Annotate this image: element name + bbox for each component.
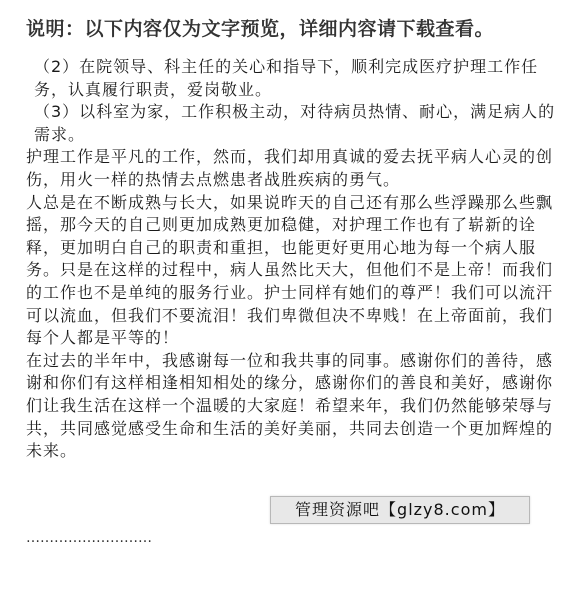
paragraph-growth: 人总是在不断成熟与长大，如果说昨天的自己还有那么些浮躁那么些飘摇，那今天的自己则更加成熟更加稳健，对护理工作也有了崭新的诠释，更加明白自己的职责和重担，也能更好更用心地为每一个病人服务。只是在这样的过程中，病人虽然比天大，但他们不是上帝！而我们的工作也不是单纯的服务行业。护士同样有她们的尊严！我们可以流汗可以流血，但我们不要流泪！我们卑微但决不卑贱！在上帝面前，我们每个人都是平等的！ bbox=[26, 192, 554, 348]
watermark-badge: 管理资源吧【glzy8.com】 bbox=[270, 496, 530, 524]
document-body bbox=[26, 56, 556, 463]
paragraph-item-3: （3）以科室为家，工作积极主动，对待病员热情、耐心，满足病人的需求。 bbox=[34, 102, 556, 144]
paragraph-gratitude: 在过去的半年中，我感谢每一位和我共事的同事。感谢你们的善待，感谢和你们有这样相逢相知相处的缘分，感谢你们的善良和美好，感谢你们让我生活在这样一个温暖的大家庭！希望来年，我们仍然能够荣辱与共，共同感觉感受生命和生活的美好美丽，共同去创造一个更加辉煌的未来。 bbox=[26, 350, 554, 461]
paragraph-item-2: （2）在院领导、科主任的关心和指导下，顺利完成医疗护理工作任务，认真履行职责，爱岗敬业。 bbox=[34, 57, 539, 99]
paragraph-nursing-work: 护理工作是平凡的工作，然而，我们却用真诚的爱去抚平病人心灵的创伤，用火一样的热情去点燃患者战胜疾病的勇气。 bbox=[26, 147, 554, 189]
preview-notice-heading: 说明：以下内容仅为文字预览，详细内容请下载查看。 bbox=[26, 18, 495, 40]
ellipsis-separator: ……………………… bbox=[26, 530, 152, 546]
